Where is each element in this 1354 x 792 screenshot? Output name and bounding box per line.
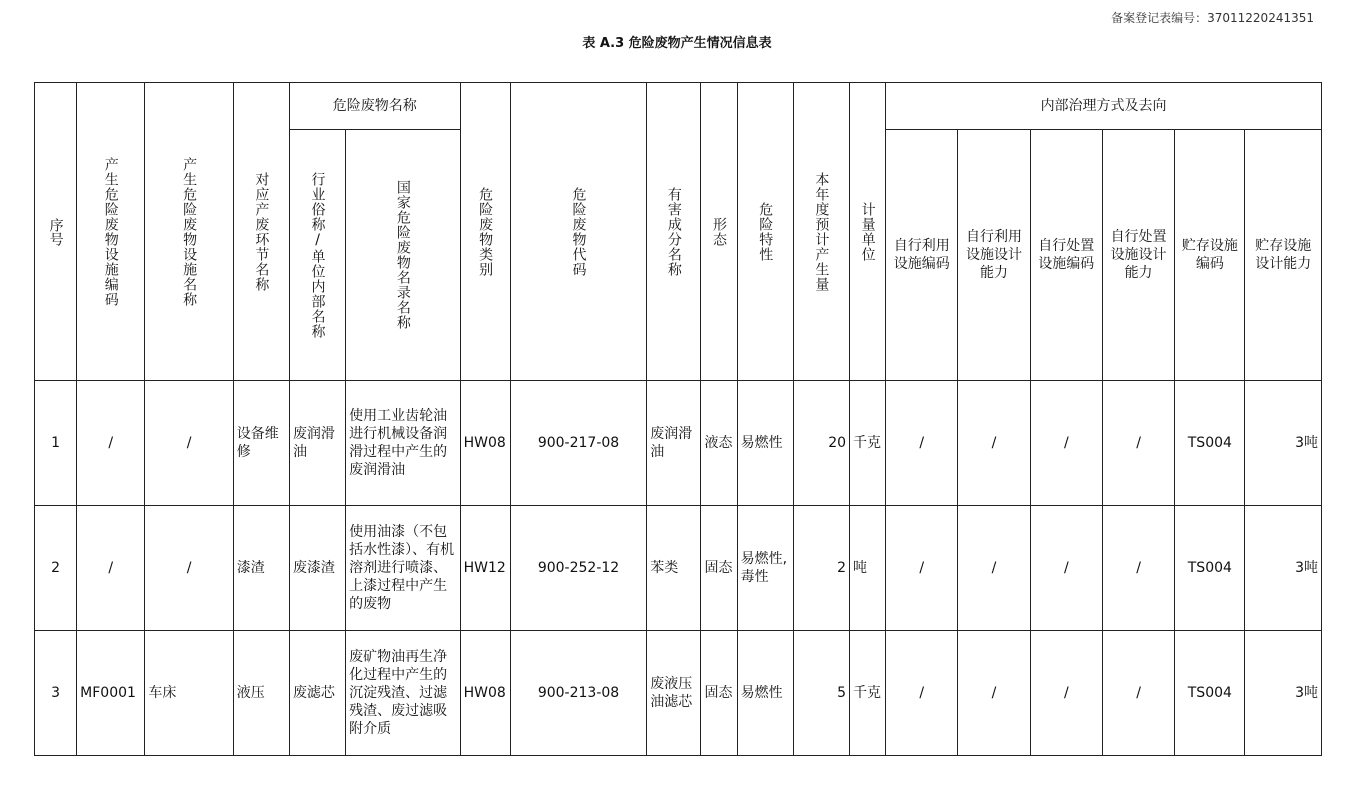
col-self-use-code: 自行利用设施编码 — [886, 130, 958, 381]
cell-self-dispose-capacity: / — [1102, 631, 1174, 756]
col-category: 危险废物类别 — [460, 83, 510, 381]
cell-self-dispose-capacity: / — [1102, 381, 1174, 506]
table-row — [35, 506, 1322, 631]
cell-form: 固态 — [701, 631, 737, 756]
cell-property: 易燃性 — [737, 381, 793, 506]
cell-seq: 2 — [35, 506, 77, 631]
cell-form: 固态 — [701, 506, 737, 631]
cell-process: 设备维修 — [233, 381, 289, 506]
cell-common-name: 废漆渣 — [289, 506, 345, 631]
cell-seq: 1 — [35, 381, 77, 506]
cell-national-name: 废矿物油再生净化过程中产生的沉淀残渣、过滤残渣、废过滤吸附介质 — [346, 631, 460, 756]
cell-self-dispose-code: / — [1030, 381, 1102, 506]
cell-code: 900-213-08 — [510, 631, 647, 756]
col-national-name: 国家危险废物名录名称 — [346, 130, 460, 381]
cell-self-use-capacity: / — [958, 381, 1030, 506]
cell-property: 易燃性,毒性 — [737, 506, 793, 631]
col-process: 对应产废环节名称 — [233, 83, 289, 381]
hazardous-waste-table — [34, 82, 1322, 756]
cell-property: 易燃性 — [737, 631, 793, 756]
cell-facility-code: / — [77, 506, 145, 631]
cell-national-name: 使用工业齿轮油进行机械设备润滑过程中产生的废润滑油 — [346, 381, 460, 506]
cell-unit: 千克 — [850, 381, 886, 506]
cell-process: 液压 — [233, 631, 289, 756]
cell-facility-name: 车床 — [145, 631, 233, 756]
cell-self-use-capacity: / — [958, 506, 1030, 631]
cell-form: 液态 — [701, 381, 737, 506]
col-storage-capacity: 贮存设施设计能力 — [1245, 130, 1322, 381]
col-hazardous-component: 有害成分名称 — [647, 83, 701, 381]
cell-facility-name: / — [145, 506, 233, 631]
cell-storage-capacity: 3吨 — [1245, 506, 1322, 631]
cell-self-dispose-capacity: / — [1102, 506, 1174, 631]
col-form: 形态 — [701, 83, 737, 381]
cell-category: HW08 — [460, 631, 510, 756]
cell-self-use-code: / — [886, 631, 958, 756]
col-code: 危险废物代码 — [510, 83, 647, 381]
col-waste-name-group: 危险废物名称 — [289, 83, 460, 130]
col-facility-code: 产生危险废物设施编码 — [77, 83, 145, 381]
cell-hazardous-component: 废润滑油 — [647, 381, 701, 506]
cell-storage-capacity: 3吨 — [1245, 631, 1322, 756]
cell-process: 漆渣 — [233, 506, 289, 631]
col-seq: 序号 — [35, 83, 77, 381]
cell-self-dispose-code: / — [1030, 506, 1102, 631]
cell-storage-code: TS004 — [1175, 381, 1245, 506]
col-self-dispose-capacity: 自行处置设施设计能力 — [1102, 130, 1174, 381]
page-title: 表 A.3 危险废物产生情况信息表 — [582, 36, 772, 51]
cell-storage-capacity: 3吨 — [1245, 381, 1322, 506]
col-annual-amount: 本年度预计产生量 — [793, 83, 849, 381]
col-internal-group: 内部治理方式及去向 — [886, 83, 1322, 130]
cell-annual-amount: 20 — [793, 381, 849, 506]
cell-seq: 3 — [35, 631, 77, 756]
cell-self-use-code: / — [886, 381, 958, 506]
cell-self-use-capacity: / — [958, 631, 1030, 756]
record-number: 备案登记表编号：37011220241351 — [1111, 11, 1314, 25]
cell-unit: 千克 — [850, 631, 886, 756]
col-unit: 计量单位 — [850, 83, 886, 381]
cell-hazardous-component: 废液压油滤芯 — [647, 631, 701, 756]
cell-common-name: 废滤芯 — [289, 631, 345, 756]
table-row — [35, 631, 1322, 756]
cell-storage-code: TS004 — [1175, 506, 1245, 631]
cell-facility-code: MF0001 — [77, 631, 145, 756]
col-common-name: 行业俗称/单位内部名称 — [289, 130, 345, 381]
cell-national-name: 使用油漆（不包括水性漆）、有机溶剂进行喷漆、上漆过程中产生的废物 — [346, 506, 460, 631]
cell-self-use-code: / — [886, 506, 958, 631]
cell-code: 900-252-12 — [510, 506, 647, 631]
cell-facility-code: / — [77, 381, 145, 506]
col-self-dispose-code: 自行处置设施编码 — [1030, 130, 1102, 381]
cell-facility-name: / — [145, 381, 233, 506]
cell-self-dispose-code: / — [1030, 631, 1102, 756]
cell-category: HW08 — [460, 381, 510, 506]
table-row — [35, 381, 1322, 506]
col-self-use-capacity: 自行利用设施设计能力 — [958, 130, 1030, 381]
cell-storage-code: TS004 — [1175, 631, 1245, 756]
cell-annual-amount: 5 — [793, 631, 849, 756]
cell-code: 900-217-08 — [510, 381, 647, 506]
cell-hazardous-component: 苯类 — [647, 506, 701, 631]
col-storage-code: 贮存设施编码 — [1175, 130, 1245, 381]
cell-annual-amount: 2 — [793, 506, 849, 631]
col-property: 危险特性 — [737, 83, 793, 381]
col-facility-name: 产生危险废物设施名称 — [145, 83, 233, 381]
cell-category: HW12 — [460, 506, 510, 631]
cell-unit: 吨 — [850, 506, 886, 631]
cell-common-name: 废润滑油 — [289, 381, 345, 506]
